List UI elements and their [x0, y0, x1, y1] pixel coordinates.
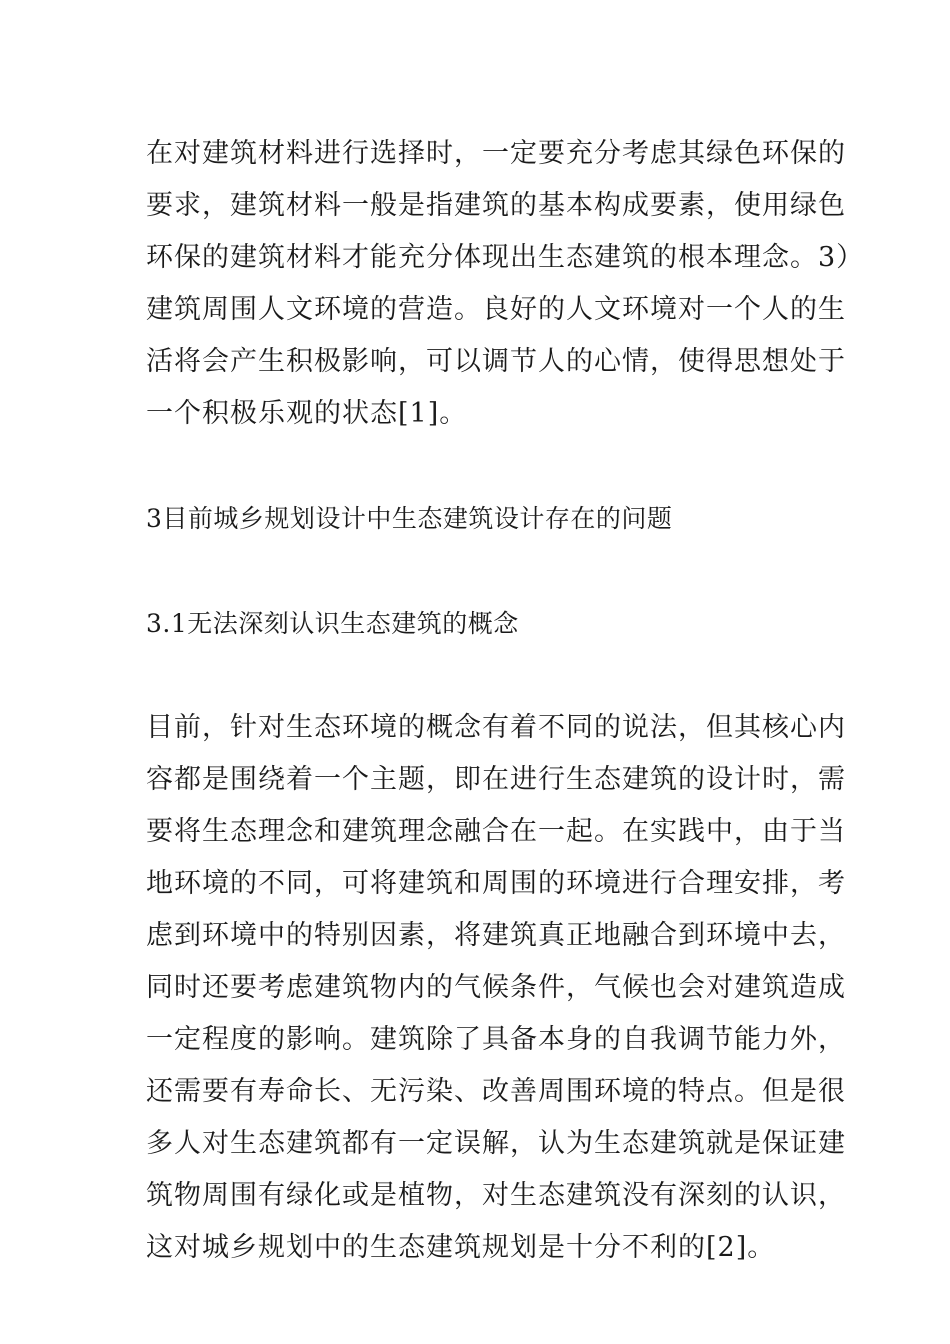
paragraph-ecological-concept	[146, 702, 846, 1274]
text-line: 在对建筑材料进行选择时，一定要充分考虑其绿色环保的	[146, 138, 846, 169]
text-line: 环保的建筑材料才能充分体现出生态建筑的根本理念。3）	[146, 242, 865, 273]
text-line: 目前，针对生态环境的概念有着不同的说法，但其核心内	[146, 712, 846, 743]
text-line: 这对城乡规划中的生态建筑规划是十分不利的[2]。	[146, 1232, 776, 1263]
paragraph-green-materials	[146, 128, 865, 440]
text-line: 要求，建筑材料一般是指建筑的基本构成要素，使用绿色	[146, 190, 846, 221]
text-line: 同时还要考虑建筑物内的气候条件，气候也会对建筑造成	[146, 972, 846, 1003]
document-page	[146, 128, 865, 1274]
text-line: 虑到环境中的特别因素，将建筑真正地融合到环境中去，	[146, 920, 846, 951]
section-3-1-heading: 3.1无法深刻认识生态建筑的概念	[146, 609, 519, 638]
text-line: 还需要有寿命长、无污染、改善周围环境的特点。但是很	[146, 1076, 846, 1107]
text-line: 容都是围绕着一个主题，即在进行生态建筑的设计时，需	[146, 764, 846, 795]
text-line: 一定程度的影响。建筑除了具备本身的自我调节能力外，	[146, 1024, 846, 1055]
text-line: 建筑周围人文环境的营造。良好的人文环境对一个人的生	[146, 294, 846, 325]
text-line: 一个积极乐观的状态[1]。	[146, 398, 468, 429]
text-line: 筑物周围有绿化或是植物，对生态建筑没有深刻的认识，	[146, 1180, 846, 1211]
text-line: 多人对生态建筑都有一定误解，认为生态建筑就是保证建	[146, 1128, 846, 1159]
text-line: 要将生态理念和建筑理念融合在一起。在实践中，由于当	[146, 816, 846, 847]
text-line: 地环境的不同，可将建筑和周围的环境进行合理安排，考	[146, 868, 846, 899]
text-line: 活将会产生积极影响，可以调节人的心情，使得思想处于	[146, 346, 846, 377]
section-3-heading: 3目前城乡规划设计中生态建筑设计存在的问题	[146, 504, 673, 533]
